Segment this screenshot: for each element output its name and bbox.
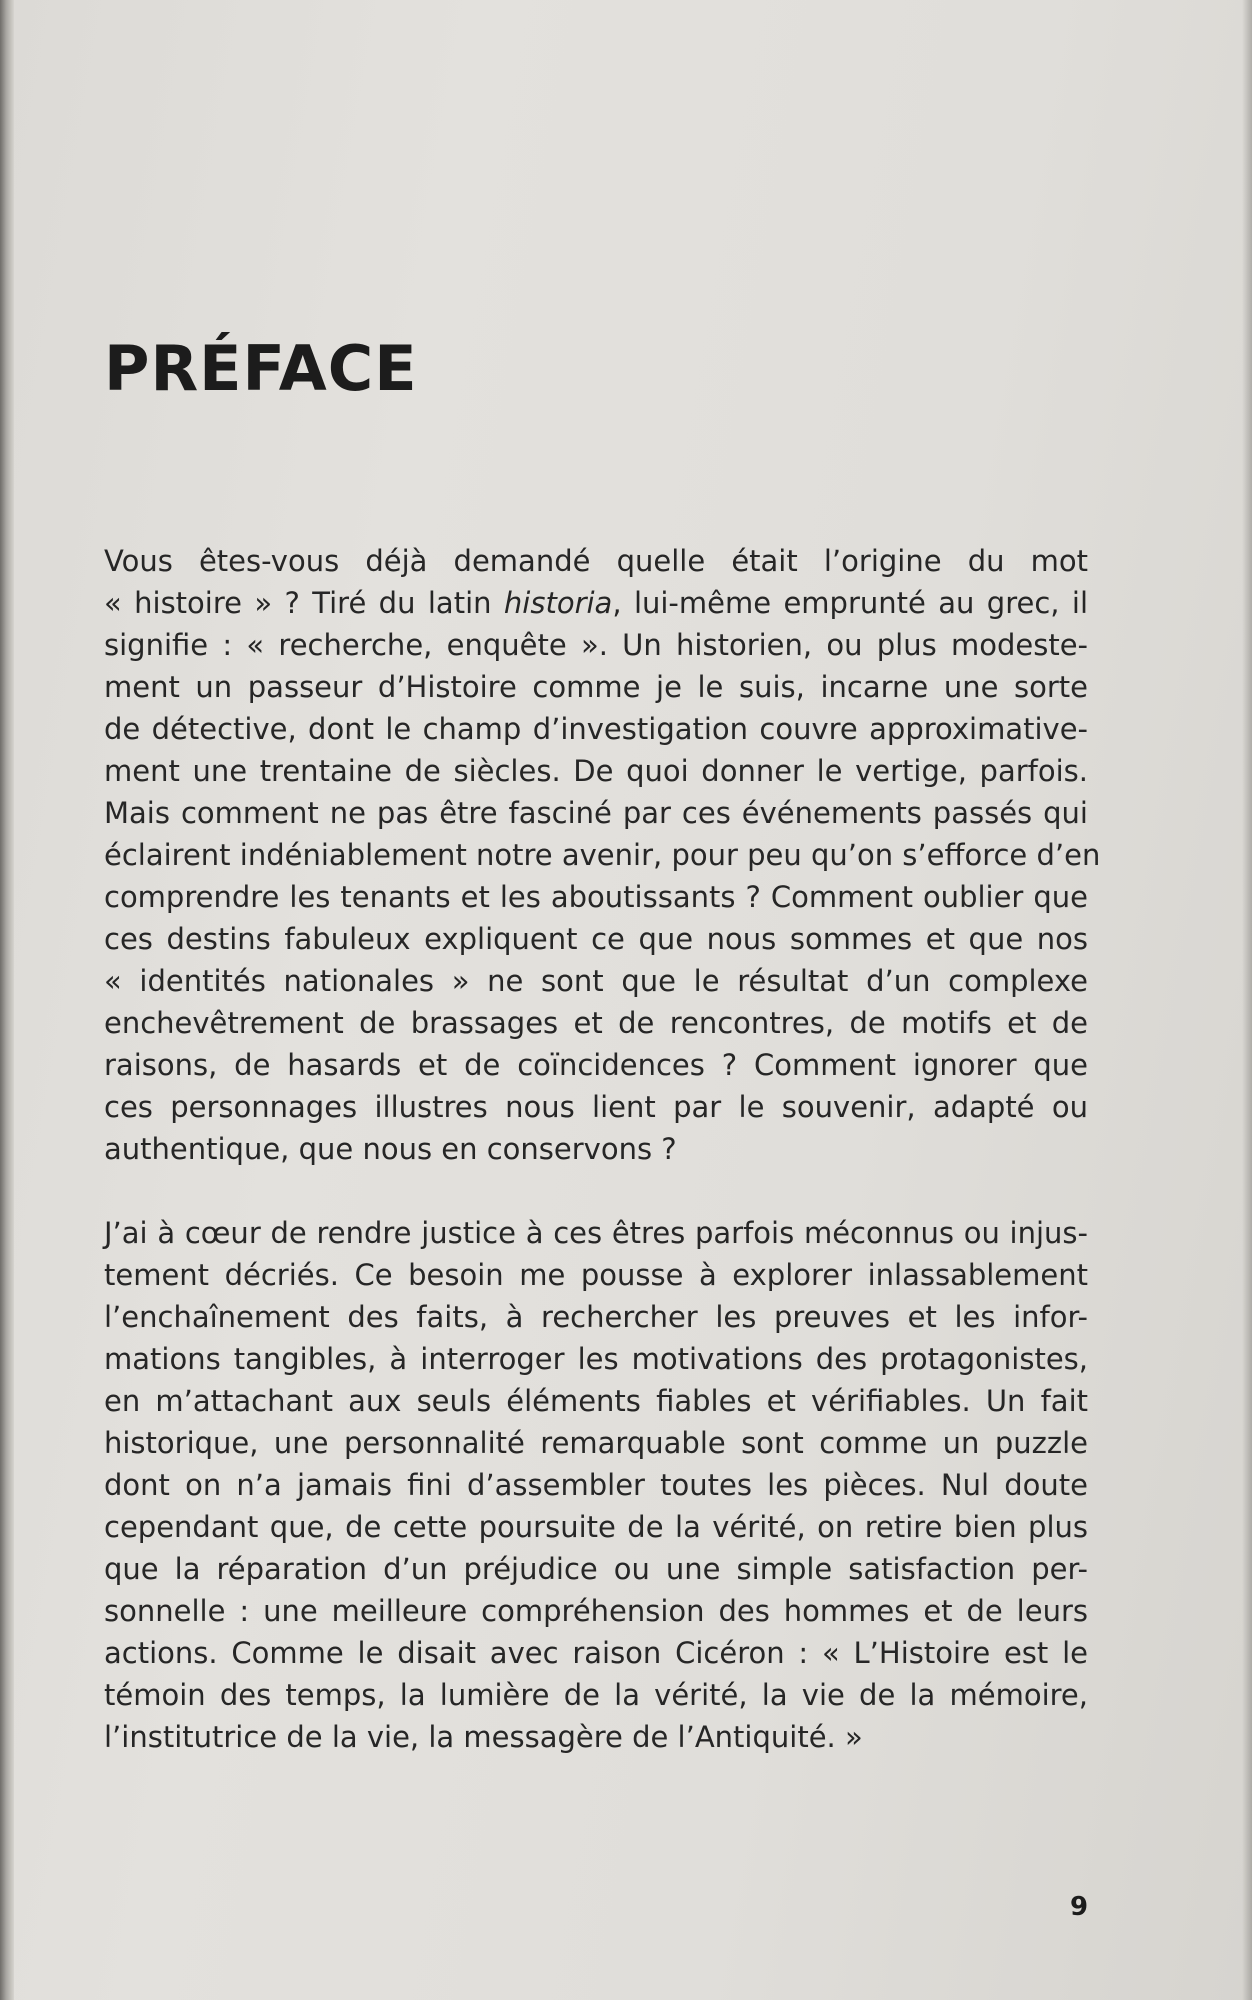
text-line: ces personnages illustres nous lient par le souvenir, adapté ou (104, 1090, 1088, 1124)
text-line: historique, une personnalité remarquable sont comme un puzzle (104, 1426, 1088, 1460)
text-segment: « histoire » ? Tiré du latin (104, 586, 504, 620)
text-line: Mais comment ne pas être fasciné par ces événements passés qui (104, 796, 1088, 830)
page-outer-edge (1242, 0, 1252, 2000)
text-line: « identités nationales » ne sont que le résultat d’un complexe (104, 964, 1088, 998)
text-line: témoin des temps, la lumière de la vérité, la vie de la mémoire, (104, 1678, 1088, 1712)
text-line: authentique, que nous en conservons ? (104, 1132, 677, 1166)
text-line: signifie : « recherche, enquête ». Un historien, ou plus modeste- (104, 628, 1088, 662)
text-line: cependant que, de cette poursuite de la vérité, on retire bien plus (104, 1510, 1088, 1544)
text-line: ment une trentaine de siècles. De quoi donner le vertige, parfois. (104, 754, 1088, 788)
page-title: PRÉFACE (104, 332, 418, 405)
text-line: dont on n’a jamais fini d’assembler toutes les pièces. Nul doute (104, 1468, 1088, 1502)
italic-term: historia (503, 586, 613, 620)
text-line: tement décriés. Ce besoin me pousse à explorer inlassablement (104, 1258, 1088, 1292)
page-binding-edge (0, 0, 14, 2000)
text-line: J’ai à cœur de rendre justice à ces êtres parfois méconnus ou injus- (104, 1216, 1088, 1250)
text-line: que la réparation d’un préjudice ou une simple satisfaction per- (104, 1552, 1088, 1586)
text-line: sonnelle : une meilleure compréhension des hommes et de leurs (104, 1594, 1088, 1628)
text-line: de détective, dont le champ d’investigation couvre approximative- (104, 712, 1088, 746)
paragraph-2 (104, 1212, 1088, 1758)
text-line: Vous êtes-vous déjà demandé quelle était l’origine du mot (104, 544, 1088, 578)
text-line: actions. Comme le disait avec raison Cicéron : « L’Histoire est le (104, 1636, 1088, 1670)
text-line: ces destins fabuleux expliquent ce que nous sommes et que nos (104, 922, 1088, 956)
text-line: comprendre les tenants et les aboutissants ? Comment oublier que (104, 880, 1088, 914)
text-line: raisons, de hasards et de coïncidences ? Comment ignorer que (104, 1048, 1088, 1082)
preface-body (104, 540, 1101, 1800)
text-line: enchevêtrement de brassages et de rencontres, de motifs et de (104, 1006, 1088, 1040)
text-line: l’institutrice de la vie, la messagère de l’Antiquité. » (104, 1720, 863, 1754)
page-number: 9 (1070, 1892, 1089, 1922)
paragraph-1 (104, 540, 1101, 1170)
text-line: mations tangibles, à interroger les motivations des protagonistes, (104, 1342, 1088, 1376)
text-line (104, 582, 1088, 624)
text-line: l’enchaînement des faits, à rechercher les preuves et les infor- (104, 1300, 1088, 1334)
text-line: éclairent indéniablement notre avenir, pour peu qu’on s’efforce d’en (104, 838, 1101, 872)
text-line: ment un passeur d’Histoire comme je le suis, incarne une sorte (104, 670, 1088, 704)
text-segment: , lui-même emprunté au grec, il (612, 586, 1089, 620)
text-line: en m’attachant aux seuls éléments fiables et vérifiables. Un fait (104, 1384, 1088, 1418)
